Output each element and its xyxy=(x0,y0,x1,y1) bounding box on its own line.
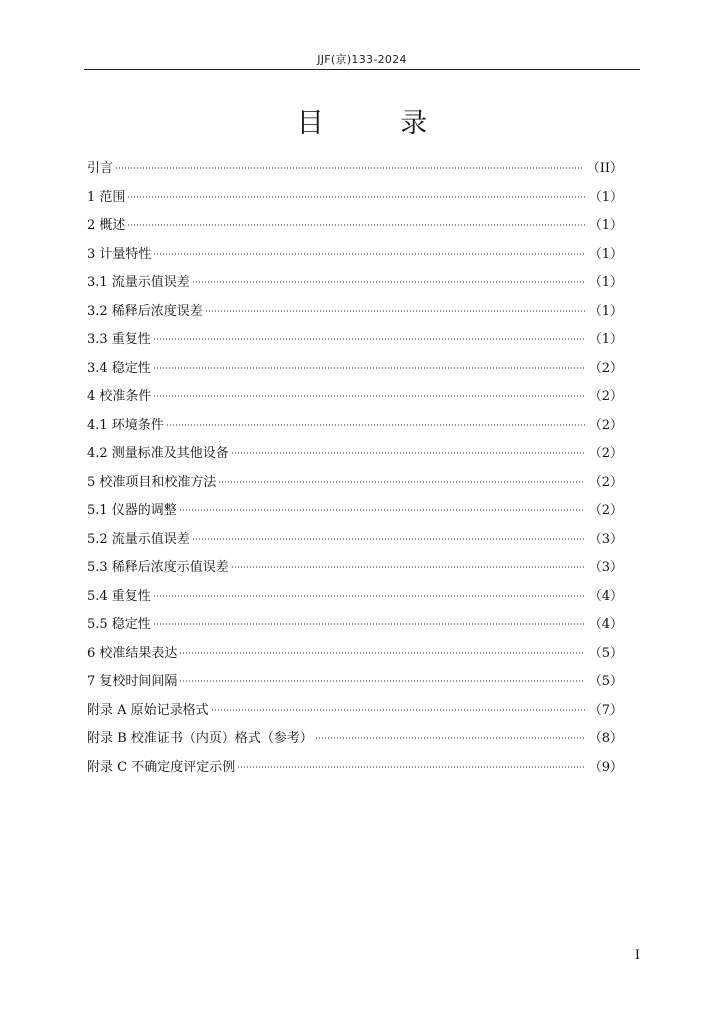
page-title: 目 录 xyxy=(296,108,462,139)
toc-entry[interactable] xyxy=(87,440,623,469)
toc-entry[interactable] xyxy=(87,383,623,412)
toc-dot-leader xyxy=(153,595,585,597)
toc-entry-label: 3.2 稀释后浓度误差 xyxy=(87,303,203,319)
toc-entry-label: 4.2 测量标准及其他设备 xyxy=(87,446,229,461)
toc-entry-page: （2） xyxy=(588,446,623,461)
toc-entry-page: （1） xyxy=(588,189,623,205)
toc-dot-leader xyxy=(115,167,583,169)
table-of-contents xyxy=(87,155,623,782)
toc-dot-leader xyxy=(127,196,584,198)
toc-entry[interactable] xyxy=(87,412,623,441)
toc-entry[interactable] xyxy=(87,469,623,498)
toc-entry-label: 附录 B 校准证书（内页）格式（参考） xyxy=(87,731,313,746)
toc-entry-page: （3） xyxy=(588,531,623,547)
toc-entry[interactable] xyxy=(87,697,623,726)
toc-entry[interactable] xyxy=(87,497,623,526)
toc-entry-page: （5） xyxy=(588,674,623,689)
toc-entry-page: （1） xyxy=(588,332,623,347)
toc-dot-leader xyxy=(179,509,585,511)
toc-dot-leader xyxy=(192,281,585,283)
toc-dot-leader xyxy=(192,538,585,540)
toc-entry-page: （1） xyxy=(588,218,623,233)
toc-entry-page: （1） xyxy=(588,275,623,290)
toc-entry[interactable] xyxy=(87,583,623,612)
toc-entry[interactable] xyxy=(87,155,623,184)
toc-entry-label: 4.1 环境条件 xyxy=(87,417,164,433)
toc-entry-page: （4） xyxy=(588,617,623,632)
toc-entry[interactable] xyxy=(87,725,623,754)
toc-dot-leader xyxy=(153,623,585,625)
toc-entry[interactable] xyxy=(87,611,623,640)
toc-entry-label: 5.2 流量示值误差 xyxy=(87,531,190,547)
document-code-header: JJF(京)133-2024 xyxy=(317,53,407,66)
toc-entry-page: （2） xyxy=(588,389,623,404)
toc-entry-label: 1 范围 xyxy=(87,189,126,205)
toc-entry-page: （3） xyxy=(588,560,623,575)
toc-entry[interactable] xyxy=(87,298,623,327)
toc-entry-page: （1） xyxy=(588,303,623,319)
toc-entry-label: 3.4 稳定性 xyxy=(87,360,151,376)
toc-entry[interactable] xyxy=(87,184,623,213)
toc-entry-label: 5.3 稀释后浓度示值误差 xyxy=(87,560,229,575)
toc-entry-page: （2） xyxy=(588,474,623,490)
toc-entry[interactable] xyxy=(87,212,623,241)
toc-entry-label: 2 概述 xyxy=(87,218,126,233)
toc-entry-label: 4 校准条件 xyxy=(87,389,152,404)
toc-entry-page: （2） xyxy=(588,417,623,433)
header-divider xyxy=(84,69,640,70)
toc-dot-leader xyxy=(218,481,584,483)
toc-entry-label: 3 计量特性 xyxy=(87,246,152,262)
toc-dot-leader xyxy=(315,737,585,739)
toc-dot-leader xyxy=(153,367,585,369)
toc-entry-page: （4） xyxy=(588,588,623,604)
toc-dot-leader xyxy=(166,424,585,426)
toc-entry-label: 附录 C 不确定度评定示例 xyxy=(87,759,236,775)
toc-entry-label: 3.3 重复性 xyxy=(87,332,151,347)
toc-dot-leader xyxy=(153,338,585,340)
toc-entry-label: 5.5 稳定性 xyxy=(87,617,151,632)
toc-entry-page: （2） xyxy=(588,360,623,376)
toc-entry-label: 附录 A 原始记录格式 xyxy=(87,702,209,718)
toc-entry-page: （5） xyxy=(588,645,623,661)
toc-dot-leader xyxy=(237,766,585,768)
toc-dot-leader xyxy=(205,310,585,312)
toc-entry-page: （II） xyxy=(586,161,623,176)
toc-entry[interactable] xyxy=(87,269,623,298)
toc-dot-leader xyxy=(179,680,584,682)
toc-entry-label: 5.4 重复性 xyxy=(87,588,151,604)
toc-dot-leader xyxy=(153,253,584,255)
toc-entry-label: 5 校准项目和校准方法 xyxy=(87,474,217,490)
toc-dot-leader xyxy=(231,566,585,568)
toc-entry-label: 5.1 仪器的调整 xyxy=(87,503,177,518)
toc-dot-leader xyxy=(153,395,584,397)
toc-dot-leader xyxy=(127,224,584,226)
toc-entry-page: （9） xyxy=(588,759,623,775)
toc-entry-label: 3.1 流量示值误差 xyxy=(87,275,190,290)
toc-entry[interactable] xyxy=(87,326,623,355)
toc-entry-page: （7） xyxy=(588,702,623,718)
toc-entry-label: 6 校准结果表达 xyxy=(87,645,178,661)
toc-entry[interactable] xyxy=(87,526,623,555)
toc-dot-leader xyxy=(231,452,585,454)
toc-entry-page: （8） xyxy=(588,731,623,746)
toc-entry[interactable] xyxy=(87,355,623,384)
page-number: I xyxy=(634,948,640,963)
toc-dot-leader xyxy=(211,709,585,711)
toc-entry[interactable] xyxy=(87,754,623,783)
toc-dot-leader xyxy=(179,652,584,654)
toc-entry[interactable] xyxy=(87,668,623,697)
toc-entry-page: （1） xyxy=(588,246,623,262)
toc-entry[interactable] xyxy=(87,640,623,669)
toc-entry[interactable] xyxy=(87,554,623,583)
toc-entry-label: 7 复校时间间隔 xyxy=(87,674,178,689)
toc-entry-page: （2） xyxy=(588,503,623,518)
toc-entry[interactable] xyxy=(87,241,623,270)
toc-entry-label: 引言 xyxy=(87,161,114,176)
